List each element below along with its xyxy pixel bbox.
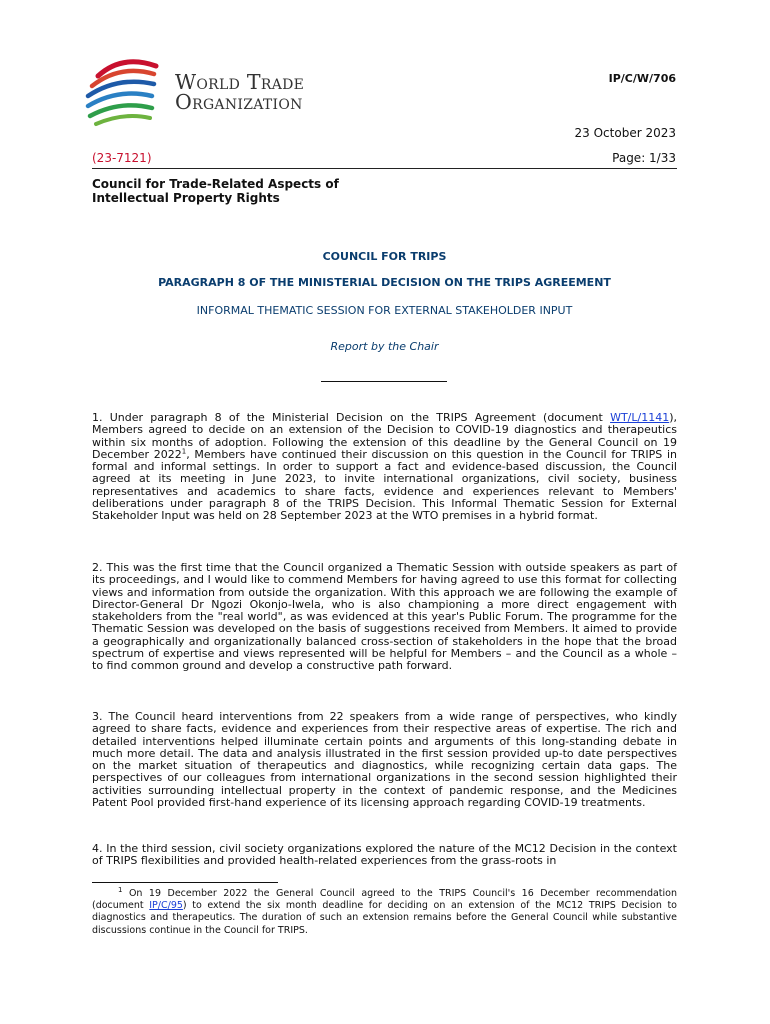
title-paragraph: PARAGRAPH 8 OF THE MINISTERIAL DECISION ON THE TRIPS AGREEMENT <box>158 276 611 289</box>
council-name-line2: Intellectual Property Rights <box>92 191 280 205</box>
paragraph-4: 4. In the third session, civil society organizations explored the nature of the MC12 Decision in the context of TRIPS flexibilities and provided health-related experiences from the grass-roots in <box>92 842 677 868</box>
document-reference: (23-7121) <box>92 151 152 165</box>
org-name-line2: Organization <box>175 90 303 114</box>
paragraph-1 <box>92 412 677 523</box>
footnote-mark: 1 <box>118 885 123 894</box>
paragraph-3: 3. The Council heard interventions from 22 speakers from a wide range of perspectives, who kindly agreed to share facts, evidence and experiences from their respective areas of expertise. The rich and detailed interventions helped illuminate certain points and arguments of this long-standing debate in much more detail. The data and analysis illustrated in the first session provided up-to date perspectives on the market situation of therapeutics and diagnostics, while recognizing certain data gaps. The perspectives of our colleagues from international organizations in the second session highlighted their activities surrounding intellectual property in the context of pandemic response, and the Medicines Patent Pool provided first-hand experience of its licensing approach regarding COVID-19 treatments. <box>92 710 677 810</box>
title-separator <box>321 381 447 382</box>
link-ip-c-95[interactable]: IP/C/95 <box>149 900 183 912</box>
wto-emblem-icon <box>84 56 174 128</box>
paragraph-1-text-a: 1. Under paragraph 8 of the Ministerial Decision on the TRIPS Agreement (document <box>92 411 611 424</box>
council-name-line1: Council for Trade-Related Aspects of <box>92 177 339 191</box>
council-name <box>92 177 392 205</box>
footnote-text-b: ) to extend the six month deadline for deciding on an extension of the MC12 TRIPS Decision to diagnostics and therapeutics. The duration of such an extension remains before the General Council while substantive discussions continue in the Council for TRIPS. <box>92 900 677 936</box>
footnote-ref[interactable]: 1 <box>181 447 187 456</box>
footnote-rule <box>92 882 278 883</box>
title-council: COUNCIL FOR TRIPS <box>322 250 447 263</box>
title-session: INFORMAL THEMATIC SESSION FOR EXTERNAL STAKEHOLDER INPUT <box>196 304 573 317</box>
header-rule <box>92 168 677 169</box>
org-name-line1: World Trade <box>175 70 305 94</box>
page-number: Page: 1/33 <box>612 151 676 165</box>
document-date: 23 October 2023 <box>574 126 676 140</box>
link-wt-l-1141[interactable]: WT/L/1141 <box>610 411 670 424</box>
paragraph-1-text-b: ), Members agreed to decide on an extension of the Decision to COVID-19 diagnostics and therapeutics within six months of adoption. Following the extension of this deadline by the General Council on 19 December 2022 <box>92 411 677 461</box>
paragraph-2: 2. This was the first time that the Council organized a Thematic Session with outside speakers as part of its proceedings, and I would like to commend Members for having agreed to use this format for collecting views and information from outside the organization. With this approach we are following the example of Director-General Dr Ngozi Okonjo-Iwela, who is also championing a more direct engagement with stakeholders from the "real world", as was evidenced at this year's Public Forum. The programme for the Thematic Session was developed on the basis of suggestions received from Members. It aimed to provide a geographically and organizationally balanced cross-section of stakeholders in the hope that the broad spectrum of expertise and views represented will be helpful for Members – and the Council as a whole – to find common ground and develop a constructive path forward. <box>92 561 677 673</box>
paragraph-1-text-c: , Members have continued their discussion on this question in the Council for TRIPS in formal and informal settings. In order to support a fact and evidence-based discussion, the Council agreed at its meeting in June 2023, to invite international organizations, civil society, business representatives and academics to share facts, evidence and experiences relevant to Members' deliberations under paragraph 8 of the TRIPS Decision. This Informal Thematic Session for External Stakeholder Input was held on 28 September 2023 at the WTO premises in a hybrid format. <box>92 447 677 523</box>
title-report: Report by the Chair <box>330 340 439 353</box>
footnote-1 <box>92 885 677 937</box>
footnote-text-a: On 19 December 2022 the General Council agreed to the TRIPS Council's 16 December recommendation (document <box>92 888 677 912</box>
org-name <box>175 72 304 112</box>
document-symbol: IP/C/W/706 <box>608 72 676 85</box>
